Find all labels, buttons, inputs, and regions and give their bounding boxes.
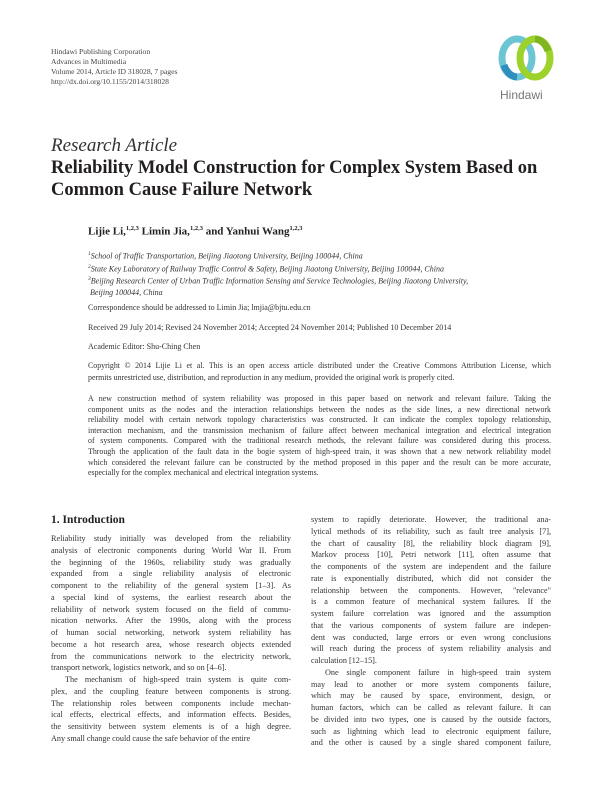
article-type: Research Article bbox=[51, 135, 178, 156]
text-line: component units as the nodes and the interaction relationships between the nodes as the side lines, a new directional network bbox=[88, 404, 551, 414]
text-line: which may be caused by space, environment, design, or bbox=[311, 691, 551, 701]
title-line: Reliability Model Construction for Complex System Based on bbox=[51, 158, 538, 178]
text-line: A new construction method of system reliability was proposed in this paper based on network and relevant failure. Taking the bbox=[88, 394, 551, 403]
volume-info: Volume 2014, Article ID 318028, 7 pages bbox=[51, 67, 178, 76]
affiliation: Beijing 100044, China bbox=[90, 287, 163, 297]
publisher: Hindawi Publishing Corporation bbox=[51, 47, 151, 56]
affiliations bbox=[88, 249, 468, 298]
author-affil: 1,2,3 bbox=[189, 225, 203, 232]
text-line: be divided into two types, one is caused by the outside factors, bbox=[311, 714, 551, 724]
text-line: The relationship roles between components include mechan- bbox=[51, 698, 291, 708]
copyright-notice bbox=[88, 360, 551, 383]
text-line: the beginning of the 1960s, reliability study was gradually bbox=[51, 557, 291, 567]
text-line: dent was conducted, large errors or even wrong conclusions bbox=[311, 632, 551, 642]
text-line: Any small change could cause the safe behavior of the entire bbox=[51, 733, 251, 743]
author-affil: 1,2,3 bbox=[125, 225, 139, 232]
text-line: especially for the complex mechanical and electrical integration systems. bbox=[88, 468, 319, 478]
text-line: One single component failure in high-speed train system bbox=[325, 667, 551, 677]
journal-header bbox=[51, 47, 177, 87]
author-name: and Yanhui Wang bbox=[205, 225, 290, 238]
text-line: The mechanism of high-speed train system is quite com- bbox=[65, 675, 291, 684]
paper-title bbox=[51, 157, 571, 201]
journal-name: Advances in Multimedia bbox=[51, 57, 127, 66]
text-line: lytical methods of its reliability, such as fault tree analysis [7], bbox=[311, 526, 551, 536]
text-line: transport network, logistics network, and so on [4–6]. bbox=[51, 663, 227, 673]
affiliation: $^3$Beijing Research Center of Urban Traffic Information Sensing and Service Technologies, Beijing Jiaotong University, bbox=[88, 276, 469, 286]
text-line: system failure correlation was ignored and the assumption bbox=[311, 609, 551, 618]
text-line: the sensitivity between system elements is of a high degree. bbox=[51, 722, 291, 731]
author-name: Lijie Li, bbox=[88, 225, 126, 238]
text-line: calculation [12–15]. bbox=[311, 656, 377, 665]
publication-dates: Received 29 July 2014; Revised 24 November 2014; Accepted 24 November 2014; Published 10 December 2014 bbox=[88, 323, 452, 332]
text-line: and the other is caused by a single shared component failure, bbox=[311, 738, 551, 748]
text-line: ical effects, electrical effects, and information effects. Besides, bbox=[51, 710, 291, 720]
text-line: the chart of causality [8], the reliability block diagram [9], bbox=[311, 538, 551, 548]
affiliation: $^1$School of Traffic Transportation, Beijing Jiaotong University, Beijing 100044, China bbox=[88, 251, 363, 261]
text-line: plex, and the coupling feature between components is strong. bbox=[51, 686, 291, 696]
text-line: analysis of electronic components during World War II. From bbox=[51, 545, 291, 555]
text-line: nication networks. After the 1990s, along with the process bbox=[51, 616, 291, 626]
text-line: system to rapidly deteriorate. However, the traditional ana- bbox=[311, 515, 551, 524]
text-line: interaction mechanism, and the transmission mechanism of failure affect between mechanical integration and electrical integration bbox=[88, 425, 551, 435]
text-line: human factors, which can be called as relevant failure. It can bbox=[311, 703, 551, 712]
text-line: component to the reliability of the general system [1–3]. As bbox=[51, 581, 291, 590]
text-line: will reach during the process of system reliability analysis and bbox=[311, 644, 551, 654]
logo-text: Hindawi bbox=[500, 88, 543, 102]
text-line: of human social networking, network system reliability has bbox=[51, 628, 291, 637]
text-line: such as lightning which lead to electronic equipment failure, bbox=[311, 726, 551, 736]
text-line: from the communications network to the electricity network, bbox=[51, 651, 291, 661]
text-line: expanded from a single reliability analysis of electronic bbox=[51, 569, 291, 579]
text-line: a special kind of systems, the earliest research about the bbox=[51, 592, 291, 602]
author-name: Limin Jia, bbox=[141, 225, 190, 238]
text-line: reliability of network system focused on the field of commu- bbox=[51, 604, 291, 614]
text-line: reliability model with certain network topology characteristics was constructed. It can indicate the complex topology relationship, bbox=[88, 415, 551, 425]
text-line: which considered the relevant failure can be constructed by the method proposed in this paper and the result can be more accurate, bbox=[88, 457, 551, 467]
text-line: permits unrestricted use, distribution, and reproduction in any medium, provided the original work is properly cited. bbox=[88, 372, 455, 382]
text-line: Reliability study initially was developed from the reliability bbox=[51, 534, 291, 543]
body-column-right bbox=[311, 514, 551, 749]
author-affil: 1,2,3 bbox=[289, 225, 303, 232]
affiliation: $^2$State Key Laboratory of Railway Traffic Control & Safety, Beijing Jiaotong University, Beijing 100044, China bbox=[88, 263, 444, 274]
doi-link[interactable]: http://dx.doi.org/10.1155/2014/318028 bbox=[51, 77, 169, 86]
text-line: Markov process [10], Petri network [11], often assume that bbox=[311, 550, 551, 560]
text-line: Copyright © 2014 Lijie Li et al. This is an open access article distributed under the Creative Commons Attribution License, which bbox=[88, 361, 551, 370]
text-line: that the various components of system failure are indepen- bbox=[311, 620, 551, 630]
title-line: Common Cause Failure Network bbox=[51, 180, 313, 200]
correspondence: Correspondence should be addressed to Limin Jia; lmjia@bjtu.edu.cn bbox=[88, 303, 311, 312]
hindawi-rings-icon bbox=[494, 32, 558, 88]
authors bbox=[88, 225, 302, 238]
text-line: may lead to another or more system components failure, bbox=[311, 679, 551, 689]
text-line: of system components. Compared with the traditional research methods, the relevant failure was considered during this process. bbox=[88, 436, 551, 446]
academic-editor: Academic Editor: Shu-Ching Chen bbox=[88, 342, 201, 351]
text-line: become a hot research area, whose research objects extended bbox=[51, 639, 291, 649]
text-line: the components of the system are independent and the failure bbox=[311, 562, 551, 571]
text-line: is a common feature of mechanical system failures. If the bbox=[311, 597, 551, 607]
section-heading: 1. Introduction bbox=[51, 514, 125, 526]
text-line: relationship between the components. However, "relevance" bbox=[311, 585, 551, 595]
text-line: Through the application of the fault data in the bogie system of high-speed train, it was shown that a new network reliability model bbox=[88, 446, 551, 456]
abstract bbox=[88, 394, 551, 479]
body-column-left bbox=[51, 533, 291, 745]
text-line: rate is exponentially distributed, which did not consider the bbox=[311, 573, 551, 583]
hindawi-logo bbox=[494, 32, 558, 107]
